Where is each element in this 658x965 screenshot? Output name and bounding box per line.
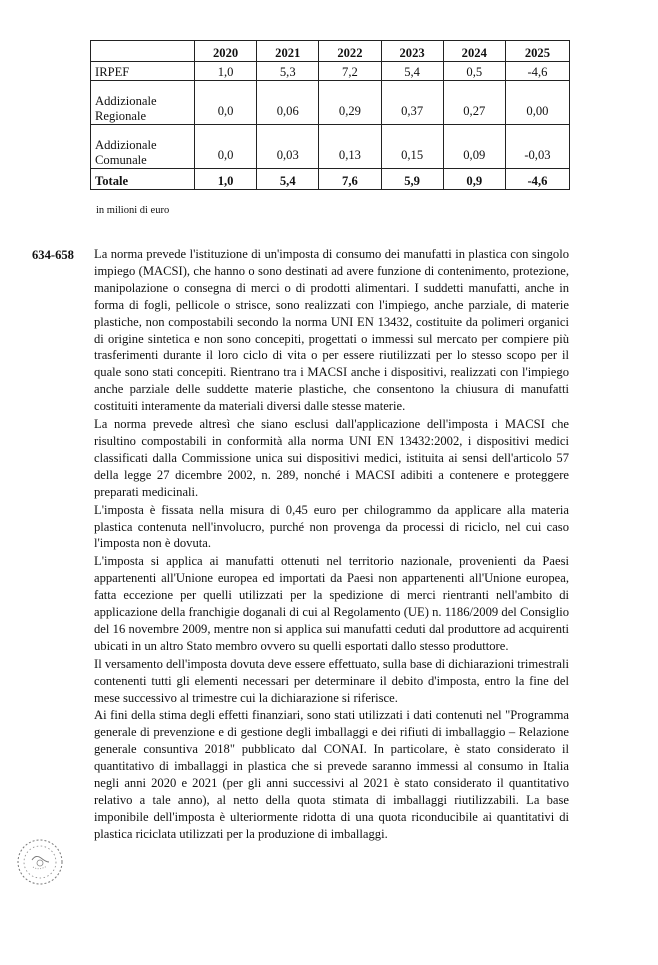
table-cell: 5,4 bbox=[257, 169, 319, 190]
table-cell: 0,13 bbox=[319, 125, 381, 169]
table-cell: -4,6 bbox=[505, 62, 569, 81]
financial-table-container bbox=[90, 40, 570, 190]
table-cell: 0,5 bbox=[443, 62, 505, 81]
header-cell: 2020 bbox=[195, 41, 257, 62]
table-cell: 0,00 bbox=[505, 81, 569, 125]
paragraph: L'imposta si applica ai manufatti ottenuti nel territorio nazionale, provenienti da Paesi appartenenti all'Unione europea ed importati da Paesi non appartenenti all'Unione europea, fatta eccezione per quelli utilizzati per la spedizione di merci rientranti nell'ambito di applicazione della franchigie doganali di cui al Regolamento (UE) n. 1186/2009 del Consiglio del 16 novembre 2009, mentre non si applica sui manufatti ceduti dal produttore ad acquirenti ubicati in un altro Stato membro ovvero su quelli esportati dallo stesso produttore. bbox=[94, 554, 569, 653]
table-cell: 0,29 bbox=[319, 81, 381, 125]
table-cell: 7,2 bbox=[319, 62, 381, 81]
header-cell bbox=[91, 41, 195, 62]
table-cell: -4,6 bbox=[505, 169, 569, 190]
table-cell: 0,0 bbox=[195, 125, 257, 169]
header-cell: 2024 bbox=[443, 41, 505, 62]
table-cell: 7,6 bbox=[319, 169, 381, 190]
unit-note: in milioni di euro bbox=[96, 205, 170, 216]
table-cell: 0,37 bbox=[381, 81, 443, 125]
table-cell: 1,0 bbox=[195, 169, 257, 190]
table-cell: 5,3 bbox=[257, 62, 319, 81]
table-cell: 5,9 bbox=[381, 169, 443, 190]
paragraph: Il versamento dell'imposta dovuta deve essere effettuato, sulla base di dichiarazioni trimestrali contenenti tutti gli elementi necessari per determinare il debito d'imposta, entro la fine del mese successivo al trimestre cui la dichiarazione si riferisce. bbox=[94, 656, 569, 705]
table-cell: -0,03 bbox=[505, 125, 569, 169]
paragraph: La norma prevede altresì che siano esclusi dall'applicazione dell'imposta i MACSI che risultino compostabili in conformità alla norma UNI EN 13432:2002, i dispositivi medici classificati dalla Commissione unica sui dispositivi medici, istituita ai sensi dell'articolo 57 della legge 27 dicembre 2002, n. 289, nonché i MACSI adibiti a contenere e proteggere preparati medicinali. bbox=[94, 417, 569, 499]
header-cell: 2021 bbox=[257, 41, 319, 62]
section-reference: 634-658 bbox=[32, 248, 74, 262]
table-cell: 0,03 bbox=[257, 125, 319, 169]
table-total-row bbox=[91, 169, 570, 190]
paragraph: Ai fini della stima degli effetti finanziari, sono stati utilizzati i dati contenuti nel "Programma generale di prevenzione e di gestione degli imballaggi e dei rifiuti di imballaggio – Relazione generale consuntiva 2018" pubblicato dal CONAI. In particolare, è stato considerato il quantitativo di imballaggi in plastica che si prevede saranno immessi al consumo in Italia negli anni 2020 e 2021 (per gli anni successivi al 2021 è stato considerato il quantitativo relativo a tale anno), al netto della quota stimata di imballaggi riutilizzabili. La base imponibile dell'imposta è ulteriormente ridotta di una quota riconducibile ai quantitativi di plastica riciclata utilizzati per la produzione di imballaggi. bbox=[94, 708, 569, 841]
table-cell: 0,0 bbox=[195, 81, 257, 125]
table-cell: 0,15 bbox=[381, 125, 443, 169]
table-cell: 0,09 bbox=[443, 125, 505, 169]
header-cell: 2022 bbox=[319, 41, 381, 62]
financial-effects-table bbox=[90, 40, 570, 190]
row-label: Addizionale Comunale bbox=[91, 125, 195, 169]
header-cell: 2025 bbox=[505, 41, 569, 62]
row-label: Addizionale Regionale bbox=[91, 81, 195, 125]
table-cell: 5,4 bbox=[381, 62, 443, 81]
row-label: IRPEF bbox=[91, 62, 195, 81]
official-seal-stamp bbox=[14, 836, 66, 888]
table-header-row bbox=[91, 41, 570, 62]
table-cell: 0,06 bbox=[257, 81, 319, 125]
table-cell: 0,27 bbox=[443, 81, 505, 125]
section-body bbox=[94, 246, 569, 843]
table-row bbox=[91, 125, 570, 169]
table-row bbox=[91, 81, 570, 125]
row-label: Totale bbox=[91, 169, 195, 190]
table-row bbox=[91, 62, 570, 81]
paragraph: L'imposta è fissata nella misura di 0,45 euro per chilogrammo da applicare alla materia plastica contenuta nell'involucro, purché non provenga da processi di riciclo, nel cui caso l'imposta non è dovuta. bbox=[94, 502, 569, 551]
table-cell: 0,9 bbox=[443, 169, 505, 190]
table-cell: 1,0 bbox=[195, 62, 257, 81]
header-cell: 2023 bbox=[381, 41, 443, 62]
paragraph: La norma prevede l'istituzione di un'imposta di consumo dei manufatti in plastica con singolo impiego (MACSI), che hanno o sono destinati ad avere funzione di contenimento, protezione, manipolazione o consegna di merci o di prodotti alimentari. I suddetti manufatti, anche in forma di fogli, pellicole o strisce, sono realizzati con l'impiego, anche parziale, di materie plastiche, non compostabili secondo la norma UNI EN 13432, costituite da polimeri organici di origine sintetica e non sono concepiti, progettati o immessi sul mercato per compiere più trasferimenti durante il loro ciclo di vita o per essere riutilizzati per lo stesso scopo per il quale sono stati concepiti. Rientrano tra i MACSI anche i dispositivi, realizzati con l'impiego anche parziale delle suddette materie plastiche, che consentono la chiusura di manufatti costituiti interamente da materiali diversi dalle stesse materie. bbox=[94, 247, 569, 414]
